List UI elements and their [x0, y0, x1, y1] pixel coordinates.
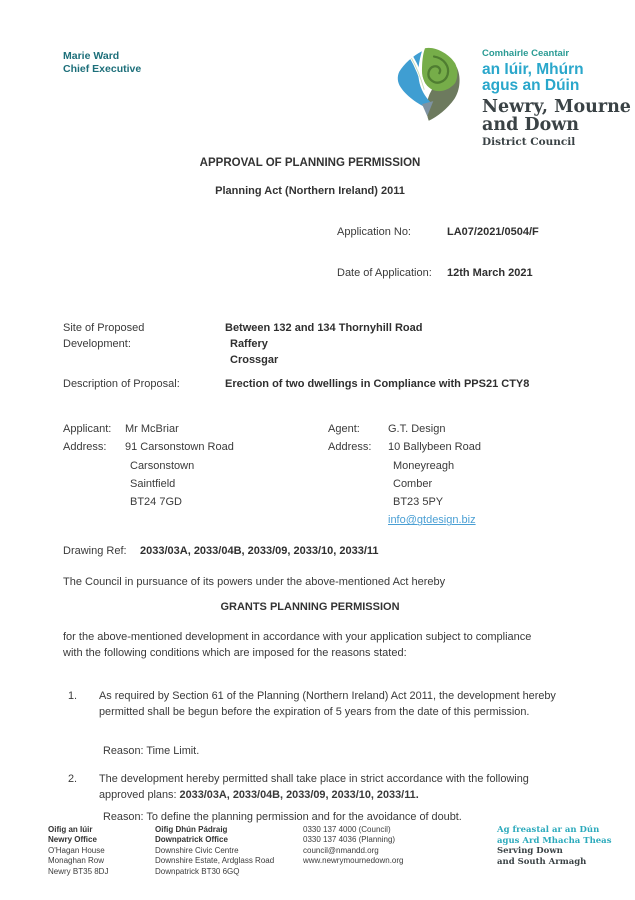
applicant-name: Mr McBriar	[125, 423, 179, 435]
footer-downpatrick-line1: Downshire Civic Centre	[155, 845, 239, 855]
logo-district-council: District Council	[482, 136, 576, 148]
site-label-line2: Development:	[63, 338, 131, 350]
application-date-value: 12th March 2021	[447, 267, 533, 279]
footer-phone-council: 0330 137 4000 (Council)	[303, 825, 391, 834]
logo-irish-line2: agus an Dúin	[482, 77, 580, 94]
condition-1-number: 1.	[68, 690, 78, 702]
footer-downpatrick-office	[155, 825, 274, 877]
sender-title: Chief Executive	[63, 63, 142, 75]
application-no-label: Application No:	[337, 226, 411, 238]
drawing-ref-label: Drawing Ref:	[63, 545, 127, 557]
document-title: APPROVAL OF PLANNING PERMISSION	[199, 157, 421, 169]
footer-downpatrick-line2: Downshire Estate, Ardglass Road	[155, 856, 275, 866]
application-no-value: LA07/2021/0504/F	[447, 226, 539, 238]
proposal-value: Erection of two dwellings in Compliance with PPS21 CTY8	[225, 378, 530, 390]
footer-newry-line2: Monaghan Row	[48, 856, 105, 866]
footer-phone-planning: 0330 137 4036 (Planning)	[303, 835, 396, 845]
for-text: for the above-mentioned development in accordance with your application subject to compliance with the following conditions which are imposed for the reasons stated:	[63, 631, 532, 659]
agent-address-line4: BT23 5PY	[393, 496, 444, 509]
agent-values	[388, 420, 481, 530]
drawing-ref-value: 2033/03A, 2033/04B, 2033/09, 2033/10, 2033/11	[140, 545, 379, 557]
site-address-line3: Crossgar	[230, 354, 279, 366]
condition-1-text: As required by Section 61 of the Planning (Northern Ireland) Act 2011, the development hereby permitted shall be begun before the expiration of 5 years from the date of this permission.	[99, 690, 556, 718]
footer-newry-english: Newry Office	[48, 835, 97, 845]
site-label-line1: Site of Proposed	[63, 322, 145, 334]
logo-english-line1: Newry, Mourne	[482, 97, 631, 117]
council-logo-icon	[390, 46, 466, 134]
grants-heading: GRANTS PLANNING PERMISSION	[220, 601, 400, 613]
agent-address-label: Address:	[328, 441, 372, 454]
site-label	[63, 320, 144, 352]
agent-email-link[interactable]: info@gtdesign.biz	[388, 514, 476, 527]
applicant-address-label: Address:	[63, 441, 107, 454]
site-address-line1: Between 132 and 134 Thornyhill Road	[225, 322, 423, 334]
council-logo-text	[482, 48, 631, 148]
footer-downpatrick-irish: Oifig Dhún Pádraig	[155, 825, 228, 834]
footer-motto-irish1: Ag freastal ar an Dún	[497, 825, 600, 835]
footer-motto-english1: Serving Down	[497, 846, 563, 857]
footer-downpatrick-english: Downpatrick Office	[155, 835, 228, 845]
footer-website: www.newrymournedown.org	[303, 856, 404, 866]
application-date-label: Date of Application:	[337, 267, 432, 279]
applicant-values	[125, 420, 234, 511]
footer-newry-line1: O'Hagan House	[48, 845, 105, 855]
footer-motto-irish2: agus Ard Mhacha Theas	[497, 835, 612, 846]
logo-irish-line1: an Iúir, Mhúrn	[482, 61, 584, 78]
site-value	[225, 320, 422, 368]
footer-email: council@nmandd.org	[303, 845, 379, 855]
condition-2-reason: Reason: To define the planning permission and for the avoidance of doubt.	[103, 811, 462, 823]
applicant-address-line4: BT24 7GD	[130, 496, 182, 509]
agent-address-line1: 10 Ballybeen Road	[388, 441, 481, 454]
sender-block	[63, 50, 141, 76]
document-subtitle: Planning Act (Northern Ireland) 2011	[215, 185, 405, 197]
applicant-label: Applicant:	[63, 423, 112, 435]
footer-newry-irish: Oifig an Iúir	[48, 825, 93, 834]
condition-1-reason: Reason: Time Limit.	[103, 745, 200, 757]
logo-irish-small: Comhairle Ceantair	[482, 48, 570, 59]
logo-english-line2: and Down	[482, 115, 580, 135]
applicant-labels	[63, 420, 111, 457]
footer-motto-english2: and South Armagh	[497, 856, 587, 867]
condition-2-text-prefix: The development hereby permitted shall take place in strict accordance with the following approved plans:	[99, 773, 529, 801]
proposal-label: Description of Proposal:	[63, 378, 180, 390]
condition-2-number: 2.	[68, 773, 78, 785]
agent-address-line3: Comber	[393, 477, 433, 490]
agent-address-line2: Moneyreagh	[393, 459, 455, 472]
applicant-address-line3: Saintfield	[130, 477, 176, 490]
applicant-address-line1: 91 Carsonstown Road	[125, 441, 234, 454]
condition-2-text	[99, 771, 571, 803]
sender-name: Marie Ward	[63, 50, 120, 62]
condition-2-plans-bold: 2033/03A, 2033/04B, 2033/09, 2033/10, 2033/11.	[179, 789, 419, 801]
footer-downpatrick-line3: Downpatrick BT30 6GQ	[155, 866, 240, 876]
agent-name: G.T. Design	[388, 423, 446, 435]
pursuance-text: The Council in pursuance of its powers under the above-mentioned Act hereby	[63, 576, 446, 588]
site-address-line2: Raffery	[230, 338, 268, 350]
applicant-address-line2: Carsonstown	[130, 459, 195, 472]
footer-newry-office	[48, 825, 108, 877]
footer-motto	[497, 825, 611, 867]
footer-newry-line3: Newry BT35 8DJ	[48, 866, 109, 876]
footer-contact	[303, 825, 404, 867]
agent-labels	[328, 420, 371, 457]
agent-label: Agent:	[328, 423, 360, 435]
